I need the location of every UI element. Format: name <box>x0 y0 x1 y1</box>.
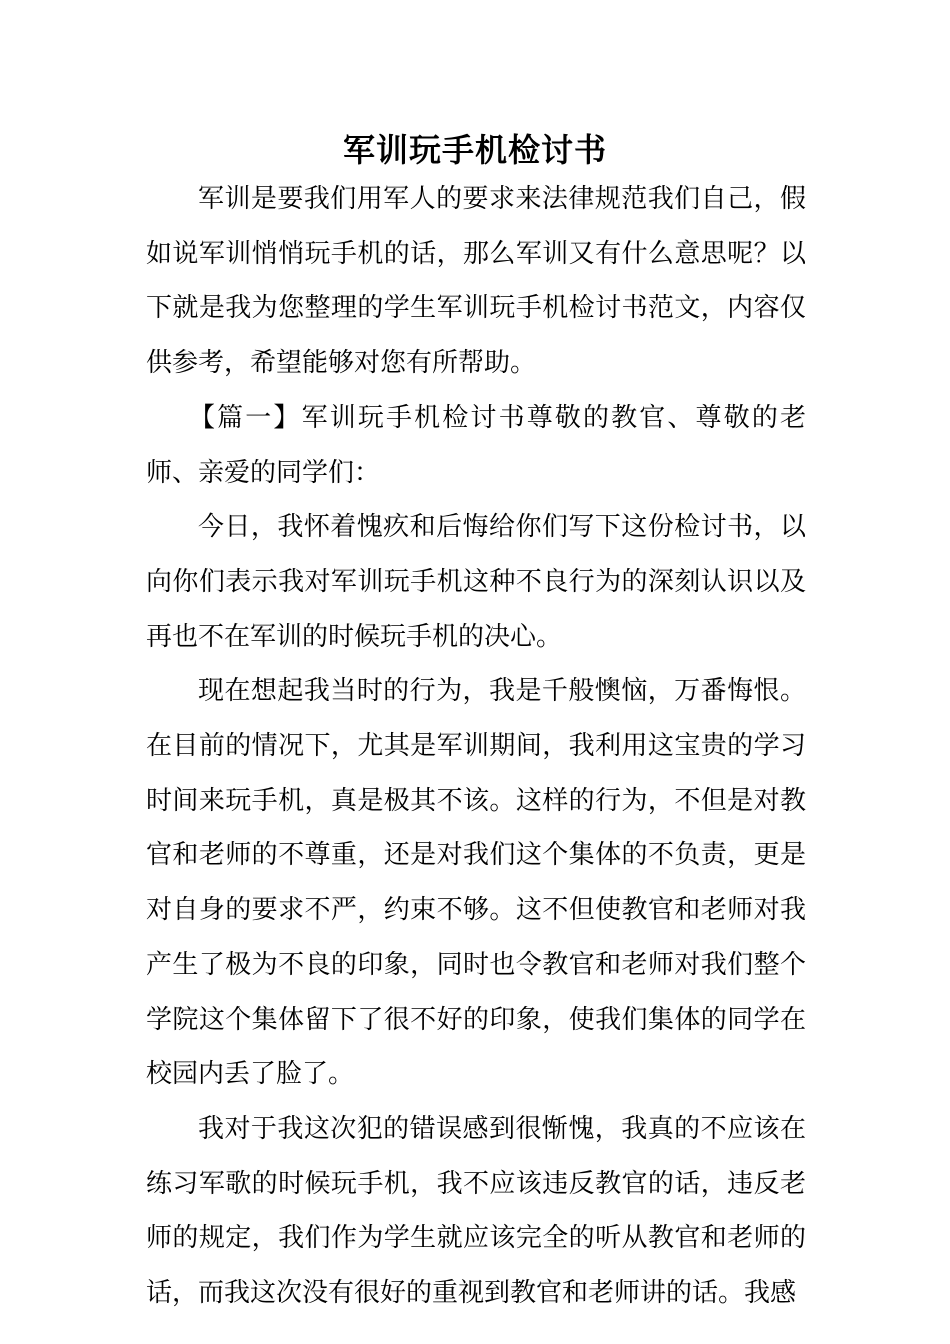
document-title: 军训玩手机检讨书 <box>342 131 607 169</box>
paragraph-intro: 军训是要我们用军人的要求来法律规范我们自己，假如说军训悄悄玩手机的话，那么军训又有什么意思呢？以下就是我为您整理的学生军训玩手机检讨书范文，内容仅供参考，希望能够对您有所帮助。 <box>146 184 806 379</box>
paragraph-section-heading: 【篇一】军训玩手机检讨书尊敬的教官、尊敬的老师、亲爱的同学们： <box>146 402 806 488</box>
paragraph-remorse: 我对于我这次犯的错误感到很惭愧，我真的不应该在练习军歌的时候玩手机，我不应该违反教官的话，违反老师的规定，我们作为学生就应该完全的听从教官和老师的话，而我这次没有很好的重视到教官和老师讲的话。我感 <box>146 1113 806 1309</box>
paragraph-apology: 今日，我怀着愧疚和后悔给你们写下这份检讨书，以向你们表示我对军训玩手机这种不良行为的深刻认识以及再也不在军训的时候玩手机的决心。 <box>146 512 806 652</box>
paragraph-reflection: 现在想起我当时的行为，我是千般懊恼，万番悔恨。在目前的情况下，尤其是军训期间，我利用这宝贵的学习时间来玩手机，真是极其不该。这样的行为，不但是对教官和老师的不尊重，还是对我们这个集体的不负责，更是对自身的要求不严，约束不够。这不但使教官和老师对我产生了极为不良的印象，同时也令教官和老师对我们整个学院这个集体留下了很不好的印象，使我们集体的同学在校园内丢了脸了。 <box>146 676 806 1090</box>
document-body <box>146 172 806 1321</box>
